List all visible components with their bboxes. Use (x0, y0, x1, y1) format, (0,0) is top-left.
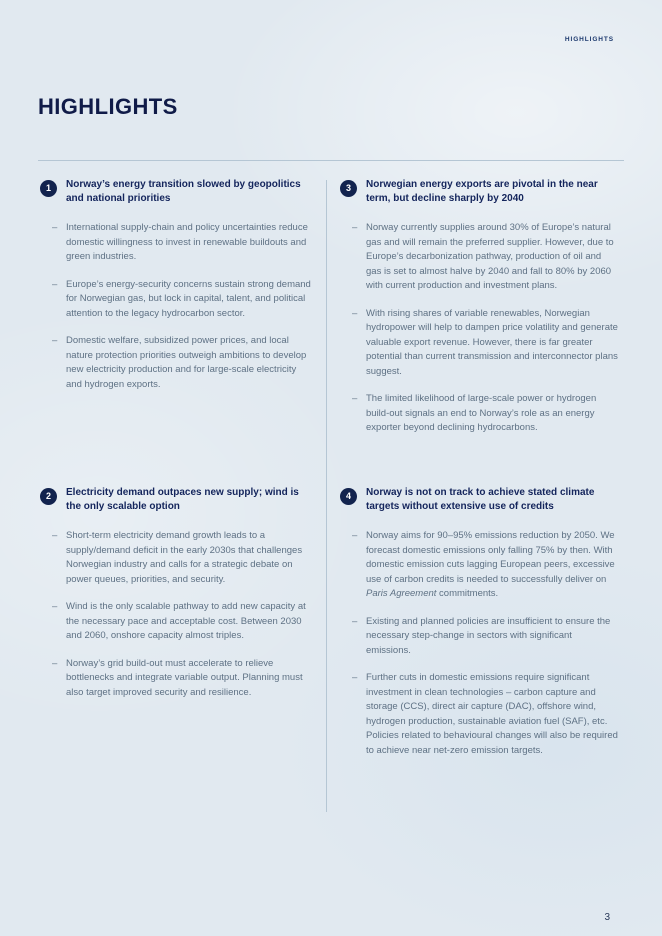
bullet-text: The limited likelihood of large-scale power or hydrogen build-out signals an end to Norway’s role as an energy exporter beyond declining hydrocarbons. (366, 393, 597, 433)
running-header: HIGHLIGHTS (564, 36, 614, 43)
bullet-text: Wind is the only scalable pathway to add new capacity at the necessary pace and acceptable cost. Between 2030 and 2060, onshore capacity almost triples. (66, 601, 306, 641)
highlight-section-2 (40, 486, 312, 758)
bullet-item (352, 221, 618, 294)
bullet-text-italic: Paris Agreement (366, 588, 437, 599)
bullet-dash: – (352, 222, 358, 233)
section-heading: Norwegian energy exports are pivotal in the near term, but decline sharply by 2040 (366, 179, 598, 204)
bullet-dash: – (52, 278, 58, 290)
bullet-text-part: commitments. (436, 588, 499, 599)
bullet-item (52, 278, 312, 322)
bullet-dash: – (352, 672, 358, 683)
section-heading: Electricity demand outpaces new supply; wind is the only scalable option (66, 487, 299, 512)
bullet-text: International supply-chain and policy uncertainties reduce domestic willingness to invest in renewable buildouts and green industries. (66, 222, 308, 262)
bullet-item (52, 657, 312, 701)
section-number-badge: 3 (340, 180, 357, 197)
bullet-text: Domestic welfare, subsidized power prices, and local nature protection priorities outweigh ambitions to develop new electricity production and for large-scale electricity and hydrogen exports. (66, 335, 307, 390)
bullet-text: Europe’s energy-security concerns sustain strong demand for Norwegian gas, but lock in capital, talent, and political attention to the legacy hydrocarbon sector. (66, 278, 311, 319)
bullet-text-part: Norway aims for 90–95% emissions reduction by 2050. We forecast domestic emissions only falling 75% by then. With domestic emission cuts lagging European peers, excessive use of carbon credits is needed to successfully deliver on (366, 530, 615, 585)
bullet-dash: – (52, 657, 58, 669)
bullet-text: Short-term electricity demand growth leads to a supply/demand deficit in the early 2030s that challenges Norwegian industry and calls for a strategic debate on power queues, priorities, and security. (66, 530, 303, 585)
bullet-item (52, 529, 312, 587)
bullet-dash: – (352, 393, 358, 404)
bullet-text: Norway’s grid build-out must accelerate to relieve bottlenecks and integrate variable output. Planning must also target improved security and resilience. (66, 657, 303, 698)
bullet-item (52, 334, 312, 392)
highlights-grid (40, 178, 618, 758)
bullet-dash: – (352, 530, 358, 541)
bullet-item (52, 221, 312, 265)
highlight-section-4 (340, 486, 618, 758)
bullet-list (352, 221, 618, 436)
bullet-dash: – (52, 222, 58, 233)
bullet-item (52, 600, 312, 644)
bullet-dash: – (352, 615, 358, 627)
section-number-badge: 2 (40, 488, 57, 505)
bullet-text: Norway currently supplies around 30% of Europe’s natural gas and will remain the preferred supplier. However, due to Europe’s decarbonization pathway, production of oil and gas is set to almost halve by 2040 and fall to 80% by 2060 with current production and investment plans. (366, 222, 614, 291)
bullet-list (352, 529, 618, 758)
highlight-section-1 (40, 178, 312, 486)
section-heading: Norway is not on track to achieve stated climate targets without extensive use of credits (366, 487, 595, 512)
bullet-item (352, 529, 618, 602)
bullet-text: With rising shares of variable renewables, Norwegian hydropower will help to dampen price volatility and generate valuable export revenue. However, there is far greater potential than current transmission and interconnector plans suggest. (366, 307, 618, 377)
bullet-list (52, 529, 312, 700)
bullet-text: Further cuts in domestic emissions require significant investment in clean technologies – carbon capture and storage (CCS), direct air capture (DAC), offshore wind, hydrogen production, sustainable aviation fuel (SAF), etc. Policies related to behavioural changes will also be required to achieve near net-zero emission targets. (366, 672, 618, 756)
bullet-item (352, 307, 618, 380)
bullet-list (52, 221, 312, 392)
page-title: HIGHLIGHTS (38, 94, 178, 119)
section-heading: Norway’s energy transition slowed by geopolitics and national priorities (66, 179, 301, 204)
page-number: 3 (604, 912, 610, 923)
bullet-dash: – (52, 335, 58, 346)
bullet-dash: – (352, 307, 358, 319)
bullet-text (366, 529, 618, 602)
bullet-item (352, 671, 618, 758)
bullet-item (352, 392, 618, 436)
section-number-badge: 1 (40, 180, 57, 197)
title-divider (38, 160, 624, 161)
bullet-item (352, 615, 618, 659)
bullet-text: Existing and planned policies are insufficient to ensure the necessary step-change in sectors with significant emissions. (366, 615, 611, 656)
bullet-dash: – (52, 530, 58, 541)
bullet-dash: – (52, 601, 58, 612)
section-number-badge: 4 (340, 488, 357, 505)
highlight-section-3 (340, 178, 618, 486)
